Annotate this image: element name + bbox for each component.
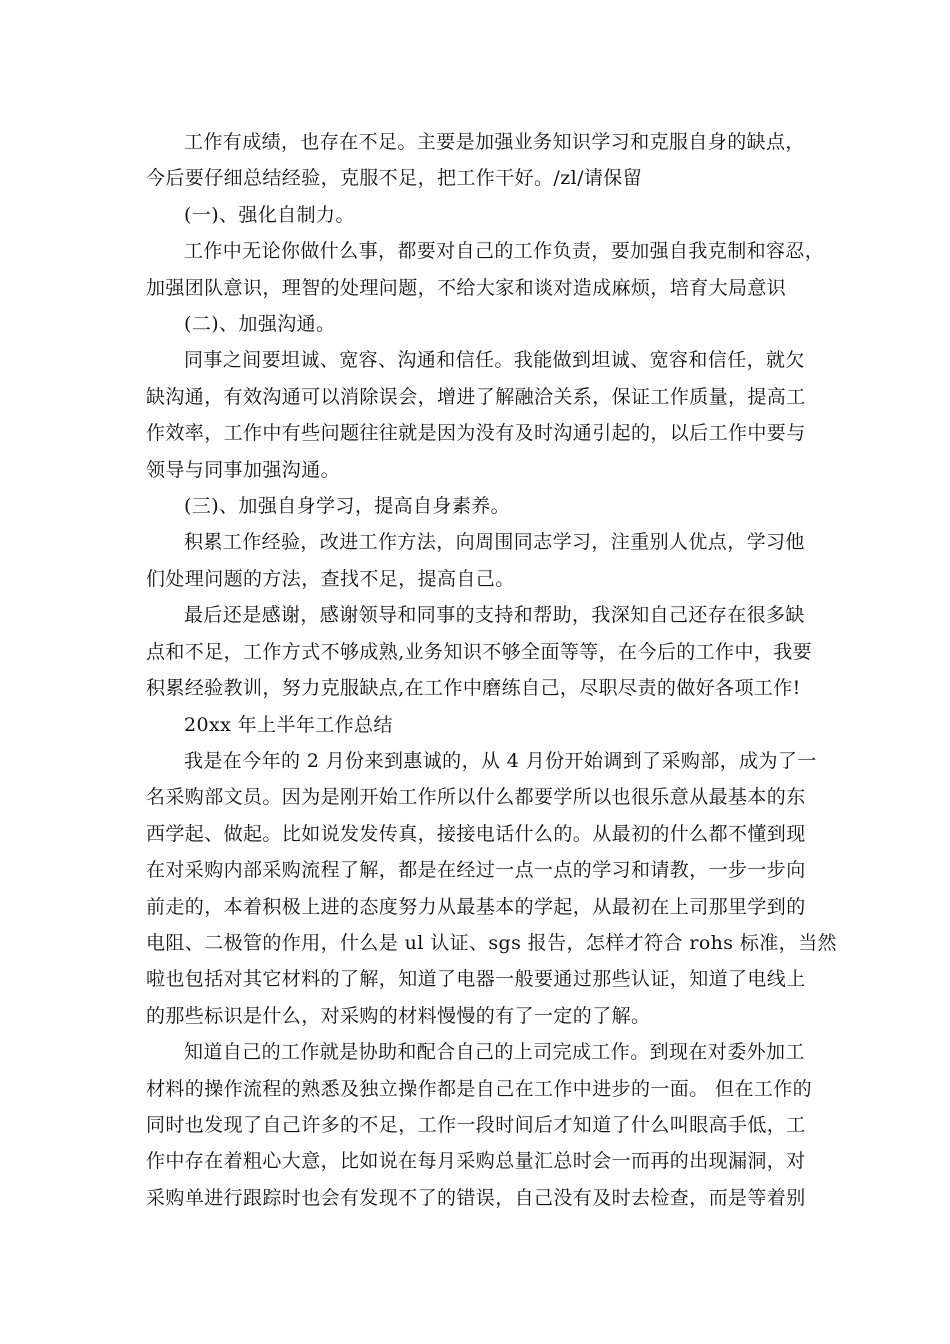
paragraph-line: 缺沟通，有效沟通可以消除误会，增进了解融洽关系，保证工作质量，提高工	[146, 385, 806, 408]
paragraph-line: 同事之间要坦诚、宽容、沟通和信任。我能做到坦诚、宽容和信任，就欠	[184, 349, 805, 372]
paragraph-line: 电阻、二极管的作用，什么是 ul 认证、sgs 报告，怎样才符合 rohs 标准，当然	[146, 931, 837, 954]
paragraph-line: 们处理问题的方法，查找不足，提高自己。	[146, 567, 515, 590]
paragraph-line: 的那些标识是什么，对采购的材料慢慢的有了一定的了解。	[146, 1004, 651, 1027]
paragraph-line: 今后要仔细总结经验，克服不足，把工作干好。/zl/请保留	[146, 167, 643, 190]
paragraph-line: 工作有成绩，也存在不足。主要是加强业务知识学习和克服自身的缺点，	[184, 131, 805, 153]
paragraph-line: 积累工作经验，改进工作方法，向周围同志学习，注重别人优点，学习他	[184, 531, 805, 554]
section-heading: (二)、加强沟通。	[184, 313, 336, 336]
paragraph-line: 作效率，工作中有些问题往往就是因为没有及时沟通引起的，以后工作中要与	[146, 422, 806, 445]
paragraph-line: 知道自己的工作就是协助和配合自己的上司完成工作。到现在对委外加工	[184, 1041, 805, 1064]
paragraph-line: 领导与同事加强沟通。	[146, 458, 341, 481]
paragraph-line: 在对采购内部采购流程了解，都是在经过一点一点的学习和请教，一步一步向	[146, 859, 806, 882]
paragraph-line: 我是在今年的 2 月份来到惠诚的，从 4 月份开始调到了采购部，成为了一	[184, 749, 817, 772]
paragraph-line: 啦也包括对其它材料的了解，知道了电器一般要通过那些认证，知道了电线上	[146, 968, 806, 991]
paragraph-line: 同时也发现了自己许多的不足，工作一段时间后才知道了什么叫眼高手低，工	[146, 1113, 806, 1136]
paragraph-line: 材料的操作流程的熟悉及独立操作都是自己在工作中进步的一面。 但在工作的	[146, 1077, 813, 1100]
paragraph-line: 工作中无论你做什么事，都要对自己的工作负责，要加强自我克制和容忍，	[184, 240, 825, 263]
paragraph-line: 最后还是感谢，感谢领导和同事的支持和帮助，我深知自己还存在很多缺	[184, 604, 805, 627]
paragraph-line: 加强团队意识，理智的处理问题，不给大家和谈对造成麻烦，培育大局意识	[146, 276, 787, 299]
paragraph-line: 前走的，本着积极上进的态度努力从最基本的学起，从最初在上司那里学到的	[146, 895, 806, 918]
paragraph-line: 采购单进行跟踪时也会有发现不了的错误，自己没有及时去检查，而是等着别	[146, 1186, 806, 1209]
section-heading: (三)、加强自身学习，提高自身素养。	[184, 495, 511, 518]
section-heading: 20xx 年上半年工作总结	[184, 713, 393, 736]
document-body	[146, 124, 837, 1216]
paragraph-line: 点和不足，工作方式不够成熟,业务知识不够全面等等，在今后的工作中，我要	[146, 640, 813, 663]
section-heading: (一)、强化自制力。	[184, 203, 355, 226]
paragraph-line: 名采购部文员。因为是刚开始工作所以什么都要学所以也很乐意从最基本的东	[146, 786, 806, 809]
paragraph-line: 西学起、做起。比如说发发传真，接接电话什么的。从最初的什么都不懂到现	[146, 822, 806, 845]
paragraph-line: 作中存在着粗心大意，比如说在每月采购总量汇总时会一而再的出现漏洞，对	[146, 1150, 806, 1173]
paragraph-line: 积累经验教训，努力克服缺点,在工作中磨练自己，尽职尽责的做好各项工作!	[146, 677, 801, 700]
